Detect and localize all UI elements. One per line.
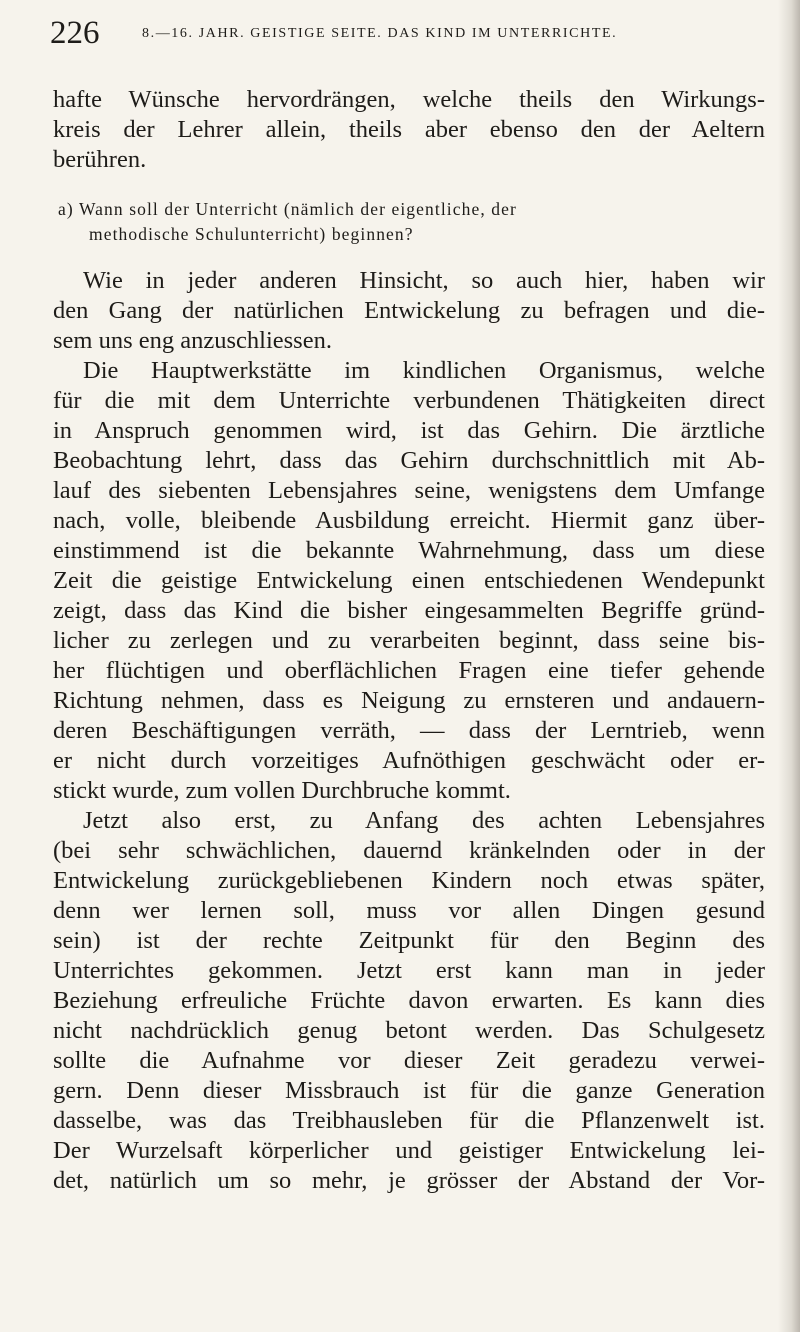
page-edge-shadow (778, 0, 800, 1332)
text-line: für die mit dem Unterrichte verbundenen Thätigkeiten direct (53, 387, 765, 414)
text-line: einstimmend ist die bekannte Wahrnehmung, dass um diese (53, 537, 765, 564)
page-header (50, 14, 770, 54)
text-line: nicht nachdrücklich genug betont werden. Das Schulgesetz (53, 1017, 765, 1044)
text-line: er nicht durch vorzeitiges Aufnöthigen geschwächt oder er- (53, 747, 765, 774)
text-line: stickt wurde, zum vollen Durchbruche kommt. (53, 777, 511, 804)
text-line: sein) ist der rechte Zeitpunkt für den Beginn des (53, 927, 765, 954)
text-line: dasselbe, was das Treibhausleben für die Pflanzenwelt ist. (53, 1107, 765, 1134)
text-line: lauf des siebenten Lebensjahres seine, wenigstens dem Umfange (53, 477, 765, 504)
text-line: Jetzt also erst, zu Anfang des achten Lebensjahres (83, 807, 765, 834)
text-line: (bei sehr schwächlichen, dauernd kränkelnden oder in der (53, 837, 765, 864)
text-line: Die Hauptwerkstätte im kindlichen Organismus, welche (83, 357, 765, 384)
text-line: Richtung nehmen, dass es Neigung zu ernsteren und andauern- (53, 687, 765, 714)
text-line: berühren. (53, 146, 147, 173)
text-line: Beobachtung lehrt, dass das Gehirn durchschnittlich mit Ab- (53, 447, 765, 474)
text-line: Der Wurzelsaft körperlicher und geistiger Entwickelung lei- (53, 1137, 765, 1164)
text-line: Entwickelung zurückgebliebenen Kindern noch etwas später, (53, 867, 765, 894)
text-line: kreis der Lehrer allein, theils aber ebenso den der Aeltern (53, 116, 765, 143)
text-line: sem uns eng anzuschliessen. (53, 327, 332, 354)
text-line: hafte Wünsche hervordrängen, welche theils den Wirkungs- (53, 86, 765, 113)
text-line: Unterrichtes gekommen. Jetzt erst kann man in jeder (53, 957, 765, 984)
text-line: deren Beschäftigungen verräth, — dass der Lerntrieb, wenn (53, 717, 765, 744)
text-line: licher zu zerlegen und zu verarbeiten beginnt, dass seine bis- (53, 627, 765, 654)
section-heading-line: a) Wann soll der Unterricht (nämlich der eigentliche, der (58, 199, 517, 219)
running-head: 8.—16. JAHR. GEISTIGE SEITE. DAS KIND IM UNTERRICHTE. (142, 26, 618, 41)
text-line: denn wer lernen soll, muss vor allen Dingen gesund (53, 897, 765, 924)
text-line: gern. Denn dieser Missbrauch ist für die ganze Generation (53, 1077, 765, 1104)
text-line: her flüchtigen und oberflächlichen Fragen eine tiefer gehende (53, 657, 765, 684)
text-line: nach, volle, bleibende Ausbildung erreicht. Hiermit ganz über- (53, 507, 765, 534)
page-number: 226 (50, 15, 100, 51)
text-line: in Anspruch genommen wird, ist das Gehirn. Die ärztliche (53, 417, 765, 444)
text-line: sollte die Aufnahme vor dieser Zeit geradezu verwei- (53, 1047, 765, 1074)
text-line: det, natürlich um so mehr, je grösser der Abstand der Vor- (53, 1167, 765, 1194)
section-heading-line: methodische Schulunterricht) beginnen? (89, 224, 414, 244)
text-line: zeigt, dass das Kind die bisher eingesammelten Begriffe gründ- (53, 597, 765, 624)
text-line: Beziehung erfreuliche Früchte davon erwarten. Es kann dies (53, 987, 765, 1014)
text-line: Wie in jeder anderen Hinsicht, so auch hier, haben wir (83, 267, 765, 294)
text-line: Zeit die geistige Entwickelung einen entschiedenen Wendepunkt (53, 567, 765, 594)
text-line: den Gang der natürlichen Entwickelung zu befragen und die- (53, 297, 765, 324)
